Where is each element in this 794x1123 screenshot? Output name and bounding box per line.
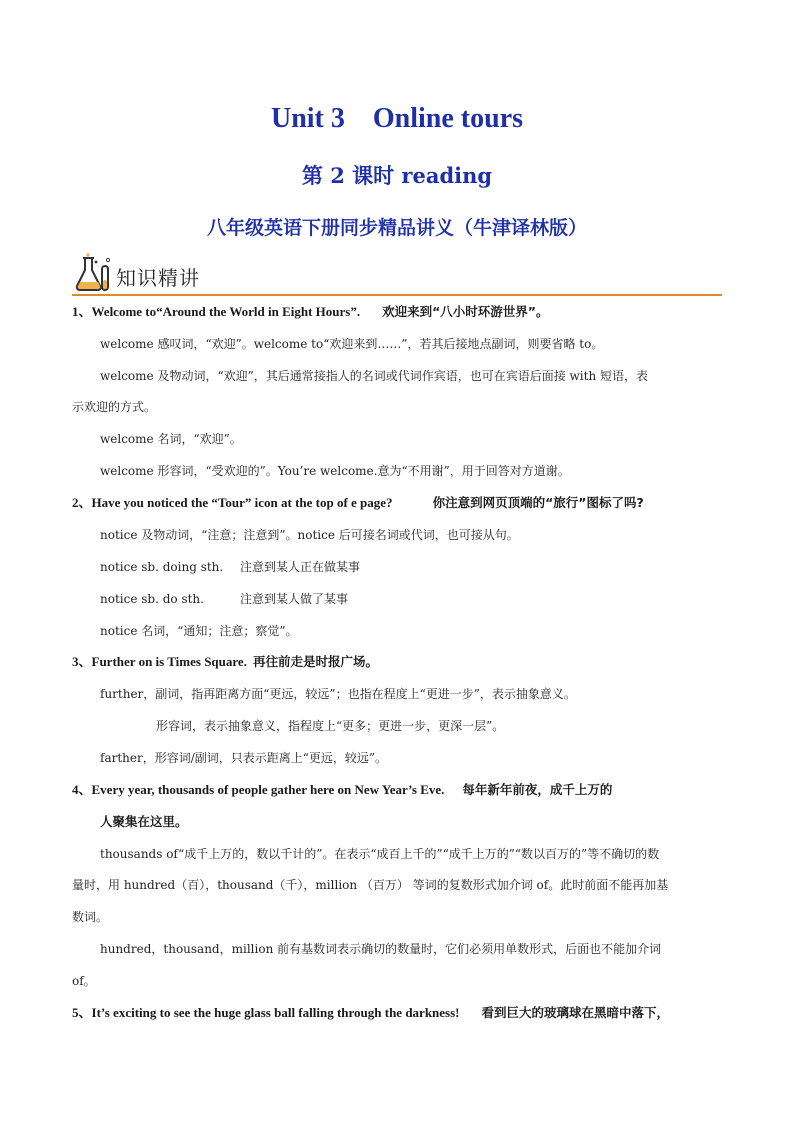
item-english: It’s exciting to see the huge glass ball falling through the darkness!	[91, 1005, 460, 1020]
item-english: Further on is Times Square.	[91, 654, 247, 669]
item-english: Every year, thousands of people gather here on New Year’s Eve.	[91, 782, 445, 797]
section-divider	[72, 294, 722, 296]
item-chinese: 再往前走是时报广场。	[252, 654, 378, 669]
section-label: 知识精讲	[116, 266, 200, 290]
item-number: 5、	[72, 1005, 92, 1020]
note-line: 量时，用 hundred（百），thousand（千），million （百万） 等词的复数形式加介词 of。此时前面不能再加基	[72, 878, 669, 892]
item-chinese: 看到巨大的玻璃球在黑暗中落下，	[481, 1005, 670, 1020]
note-line: 注意到某人正在做某事	[240, 560, 361, 574]
note-line: of。	[72, 974, 96, 988]
item-4-heading	[72, 781, 612, 799]
note-line: welcome 感叹词，“欢迎”。welcome to“欢迎来到……”，若其后接地点副词，则要省略 to。	[100, 337, 604, 351]
item-number: 3、	[72, 654, 92, 669]
item-chinese-cont: 人聚集在这里。	[100, 814, 188, 829]
note-line: welcome 形容词，“受欢迎的”。You’re welcome.意为“不用谢”，用于回答对方道谢。	[100, 464, 570, 478]
note-line: 形容词，表示抽象意义，指程度上“更多；更进一步，更深一层”。	[156, 719, 505, 733]
series-title: 八年级英语下册同步精品讲义（牛津译林版）	[206, 217, 587, 239]
item-chinese: 每年新年前夜，成千上万的	[462, 782, 613, 797]
item-english: Welcome to“Around the World in Eight Hours”.	[91, 304, 361, 319]
page-title: Unit 3 Online tours	[270, 103, 524, 134]
item-number: 1、	[72, 304, 92, 319]
page-subtitle: 第 2 课时 reading	[301, 163, 493, 188]
note-line: notice sb. doing sth.	[100, 560, 224, 574]
item-number: 2、	[72, 495, 92, 510]
note-line: welcome 名词，“欢迎”。	[100, 432, 242, 446]
note-line: hundred，thousand，million 前有基数词表示确切的数量时，它们必须用单数形式，后面也不能加介词	[100, 942, 662, 956]
item-1-heading	[72, 303, 549, 321]
item-5-heading	[72, 1004, 669, 1022]
note-line: 示欢迎的方式。	[72, 400, 157, 414]
note-line: notice 及物动词，“注意；注意到”。notice 后可接名词或代词，也可接从句。	[100, 528, 519, 542]
item-english: Have you noticed the “Tour” icon at the top of e page?	[91, 495, 393, 510]
note-line: notice sb. do sth.	[100, 592, 204, 606]
flask-icon	[72, 252, 112, 294]
note-line: farther，形容词/副词，只表示距离上“更远，较远”。	[100, 751, 388, 765]
note-line: thousands of“成千上万的，数以千计的”。在表示“成百上千的”“成千上万的”“数以百万的”等不确切的数	[100, 847, 660, 861]
note-line: notice 名词，“通知；注意；察觉”。	[100, 624, 298, 638]
item-3-heading	[72, 653, 378, 671]
note-line: 注意到某人做了某事	[240, 592, 349, 606]
note-line: further，副词，指再距离方面“更远，较远”；也指在程度上“更进一步”，表示抽象意义。	[100, 687, 576, 701]
item-number: 4、	[72, 782, 92, 797]
item-chinese: 你注意到网页顶端的“旅行”图标了吗?	[432, 495, 644, 510]
item-2-heading	[72, 494, 644, 512]
item-4-heading-cont	[100, 813, 188, 831]
item-chinese: 欢迎来到“八小时环游世界”。	[382, 304, 549, 319]
note-line: 数词。	[72, 910, 109, 924]
section-header	[72, 252, 722, 296]
note-line: welcome 及物动词，“欢迎”，其后通常接指人的名词或代词作宾语，也可在宾语后面接 with 短语，表	[100, 369, 649, 383]
